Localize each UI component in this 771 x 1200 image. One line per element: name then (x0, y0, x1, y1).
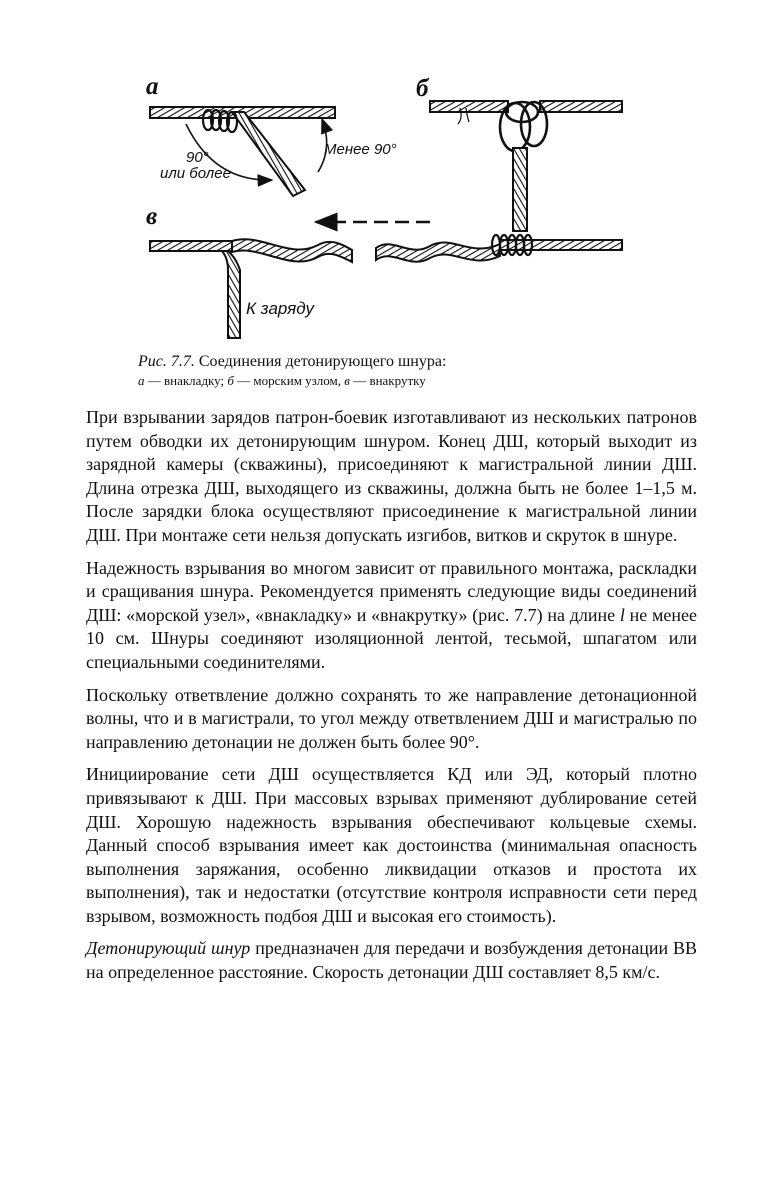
caption-text-v: — внакрутку (349, 373, 426, 388)
fig-label-a: а (146, 73, 159, 100)
paragraph-5-text: предназначен для передачи и возбуждения детонации ВВ на определенное расстояние. Скорость детонации ДШ составляет 8,5 км/с. (86, 938, 697, 983)
fig-v-twist-right (376, 243, 500, 262)
caption-title: Соединения детонирующего шнура: (198, 353, 447, 370)
annotation-angle-90: 90° (186, 149, 209, 166)
annotation-or-more: или более (160, 165, 231, 182)
caption-letter-a: а (138, 373, 145, 388)
caption-text-b: — морским узлом, (233, 373, 345, 388)
fig-v-right-main-cord (500, 240, 622, 250)
paragraph-1: При взрывании зарядов патрон-боевик изготавливают из нескольких патронов путем обводки их детонирующим шнуром. Конец ДШ, который выходит из зарядной камеры (скважины), присоединяют к магистральной линии ДШ. Длина отрезка ДШ, выходящего из скважины, должна быть не более 1–1,5 м. После зарядки блока осуществляют присоединение к магистральной линии ДШ. При монтаже сети нельзя допускать изгибов, витков и скруток в шнуре. (86, 407, 697, 545)
fig-v-twist-left (232, 239, 352, 262)
figure-detonating-cord-connections (0, 0, 771, 395)
fig-b-right-cord (540, 101, 622, 112)
paragraph-2 (86, 557, 697, 675)
caption-legend (138, 372, 658, 390)
paragraph-5-term: Детонирующий шнур (86, 938, 251, 959)
caption-title-line (138, 352, 658, 372)
figure-caption (138, 352, 658, 390)
caption-figure-ref: Рис. 7.7. (138, 353, 195, 370)
caption-text-a: — внакладку; (144, 373, 228, 388)
caption-letter-b: б (227, 373, 234, 388)
paragraph-4: Инициирование сети ДШ осуществляется КД или ЭД, который плотно привязывают к ДШ. При массовых взрывах применяют дублирование сетей ДШ. Хорошую надежность взрывания обеспечивают кольцевые схемы. Данный способ взрывания имеет как достоинства (минимальная опасность выполнения заряжания, особенно ликвидации отказов и простота их выполнения), так и недостатки (отсутствие контроля исправности сети перед взрывом, возможность подбоя ДШ и высокая его стоимость). (86, 764, 697, 926)
fig-b-left-cord (430, 101, 508, 112)
fig-label-b: б (416, 75, 429, 102)
paragraph-5 (86, 937, 697, 984)
fig-a-drawing (150, 107, 335, 196)
annotation-less-than-90: Менее 90° (324, 141, 397, 158)
fig-label-v: в (146, 203, 158, 230)
connections-drawing (0, 0, 771, 395)
fig-v-left-main-cord (150, 241, 232, 251)
caption-letter-v: в (344, 373, 350, 388)
paragraph-2-end: не менее 10 см. Шнуры соединяют изоляционной лентой, тесьмой, шпагатом или специальными соединителями. (86, 604, 697, 672)
annotation-to-charge: К заряду (246, 299, 314, 318)
fig-b-drawing (430, 101, 622, 231)
fig-v-branch-cord (222, 251, 240, 338)
paragraph-3: Поскольку ответвление должно сохранять то же направление детонационной волны, что и в магистрали, то угол между ответвлением ДШ и магистралью по направлению детонации не должен быть более 90°. (86, 684, 697, 752)
fig-b-down-cord (513, 148, 527, 231)
fig-v-drawing (150, 222, 622, 338)
paragraph-2-length-symbol: l (619, 604, 625, 625)
body-text (86, 406, 697, 994)
fig-a-branch-cord (232, 112, 305, 196)
paragraph-2-start: Надежность взрывания во многом зависит от правильного монтажа, раскладки и сращивания шнура. Рекомендуется применять следующие виды соединений ДШ: «морской узел», «внакладку» и «внакрутку» (рис. 7.7) на длине (86, 557, 697, 625)
